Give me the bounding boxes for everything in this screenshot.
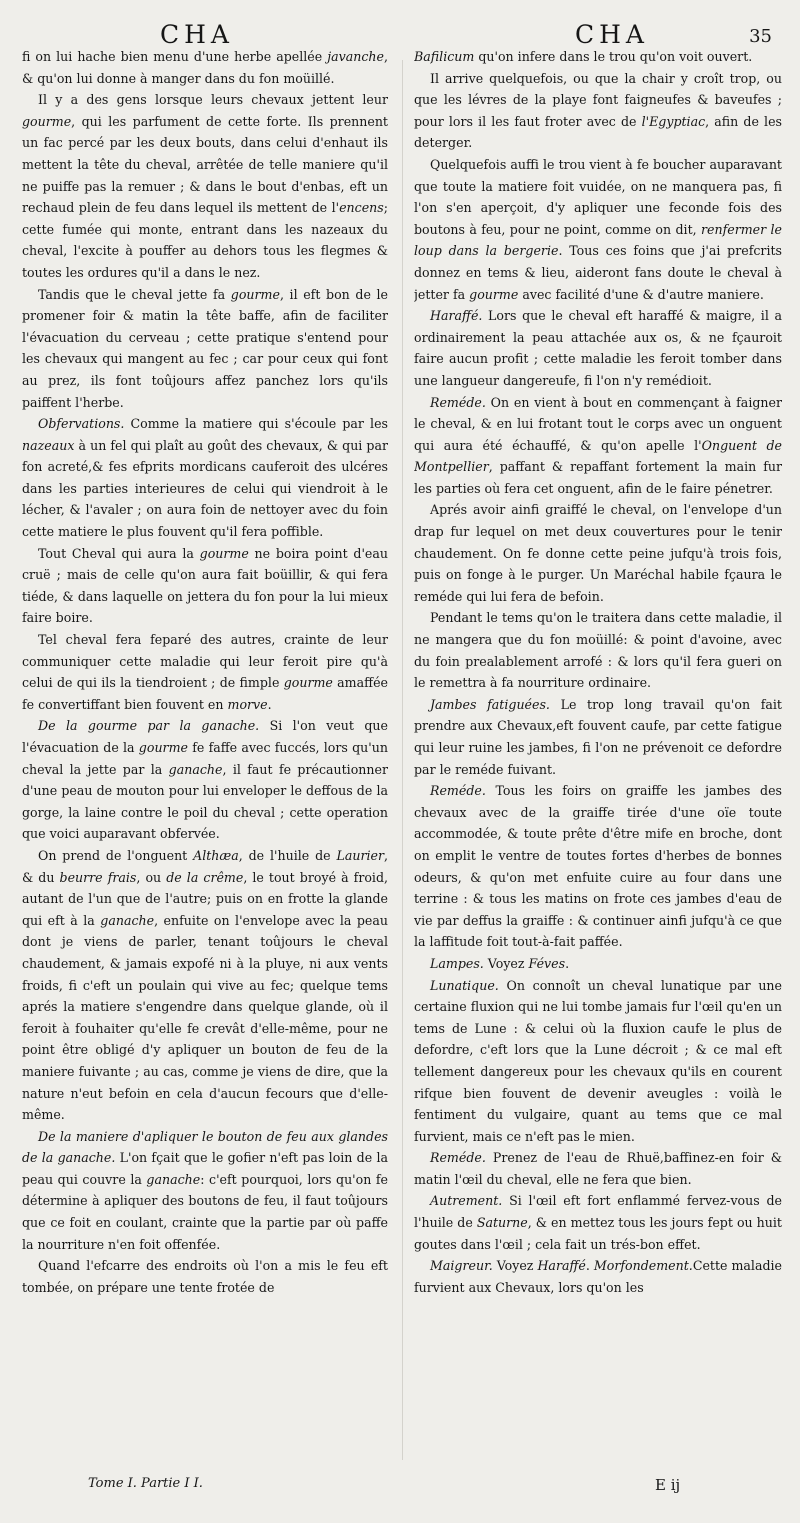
paragraph (414, 68, 782, 154)
text-run: Cette maladie furvient aux Chevaux, lors qu'on les (414, 1258, 782, 1295)
italic-run: Lampes. (430, 955, 484, 971)
italic-run: Lunatique. (430, 977, 499, 993)
italic-run: nazeaux (22, 437, 75, 453)
paragraph (22, 715, 388, 845)
text-run: Voyez (492, 1258, 538, 1274)
text-run: , qui les parfument de cette forte. Ils prennent un fac percé par les deux bouts, dans celui d'enhaut ils mettent la tête du cheval, arrêtée de telle maniere qu'il ne puiffe pas la remuer ; & dans le bout d'enbas, eft un rechaud plein de feu dans lequel ils mettent de l' (22, 113, 388, 216)
paragraph (414, 975, 782, 1148)
italic-run: gourme (138, 740, 188, 755)
paragraph (22, 1126, 388, 1256)
text-run: Tandis que le cheval jette fa (38, 286, 231, 302)
paragraph (414, 780, 782, 953)
paragraph (22, 284, 388, 414)
text-run: avec facilité d'une & d'autre maniere. (518, 286, 764, 302)
text-run: , & qu'on lui donne à manger dans du fon moüillé. (22, 49, 388, 86)
text-run: fe faffe avec fuccés, lors qu'un cheval la jette par la (22, 740, 388, 777)
text-run: , paffant & repaffant fortement la main fur les parties où fera cet onguent, afin de le faire pénetrer. (414, 459, 782, 496)
text-run: , ou (136, 869, 167, 885)
italic-run: Althæa (193, 847, 239, 863)
paragraph (414, 46, 782, 68)
paragraph (22, 46, 388, 89)
italic-run: Reméde. (430, 1150, 486, 1166)
italic-run: morve (227, 696, 268, 712)
text-run: Comme la matiere qui s'écoule par les (124, 416, 388, 432)
italic-run: Saturne (476, 1215, 528, 1231)
italic-run: Jambes fatiguées. (430, 696, 550, 712)
paragraph (414, 607, 782, 693)
text-run: . (565, 955, 570, 971)
paragraph (414, 1147, 782, 1190)
text-run: , afin de les deterger. (414, 113, 782, 151)
text-run: Pendant le tems qu'on le traitera dans cette maladie, il ne mangera que du fon moüillé: & point d'avoine, avec du foin prealablement arrofé : & lors qu'il fera gueri on le remettra à fa nourriture ordinaire. (414, 610, 782, 691)
italic-run: encens (339, 200, 384, 216)
italic-run: javanche (327, 49, 384, 64)
paragraph (414, 392, 782, 500)
header-right-title: CHA (575, 20, 649, 49)
text-run: Il y a des gens lorsque leurs chevaux jettent leur (38, 92, 388, 108)
italic-run: gourme (230, 286, 280, 302)
text-run: On connoît un cheval lunatique par une certaine fluxion qui ne lui tombe jamais fur l'œil qu'en un tems de Lune : & celui où la fluxion caufe le plus de defordre, c'eft lors que la Lune décroit ; & ce mal eft tellement dangereux pour les chevaux qu'ils en courent rifque bien fouvent de devenir aveugles : voilà le fentiment du vulgaire, quant au tems que ce mal furvient, mais ce n'eft pas le mien. (414, 977, 782, 1144)
italic-run: gourme (469, 286, 519, 302)
paragraph (22, 413, 388, 543)
text-run: . (585, 1258, 594, 1274)
paragraph (414, 1190, 782, 1255)
text-run: On en vient à bout en commençant à faigner le cheval, & en lui frotant tout le corps avec un onguent qui aura été échauffé, & qu'on apelle l' (414, 394, 782, 453)
paragraph (414, 499, 782, 607)
text-run: amaffée fe convertiffant bien fouvent en (22, 675, 388, 712)
text-run: Si l'on veut que l'évacuation de la (22, 718, 388, 755)
italic-run: renfermer le loup dans la bergerie (414, 221, 782, 259)
text-run: Le trop long travail qu'on fait prendre aux Chevaux,eft fouvent caufe, par cette fatigue qui leur ruine les jambes, fi l'on ne prévenoit ce defordre par le reméde fuivant. (414, 696, 782, 777)
text-run: Il arrive quelquefois, ou que la chair y croît trop, ou que les lévres de la playe font faigneufes & baveufes ; pour lors il les faut froter avec de (414, 70, 782, 129)
paragraph (22, 845, 388, 1126)
italic-run: beurre frais (59, 869, 137, 885)
italic-run: De la gourme par la ganache. (38, 718, 260, 734)
paragraph (414, 305, 782, 391)
sheet-signature: E ij (655, 1476, 681, 1494)
text-run: , enfuite on l'envelope avec la peau dont je viens de parler, tenant toûjours le cheval chaudement, & jamais expofé ni à la pluye, ni aux vents froids, fi c'eft un poulain qui vive au fec; quelque tems aprés la matiere s'engendre dans quelque glande, où il feroit à fouhaiter qu'elle fe crevât d'elle-même, pour ne point être obligé d'y apliquer un bouton de feu de la maniere fuivante ; au cas, comme je viens de dire, que la nature n'eut befoin en cela d'aucun fecours que d'elle-même. (22, 912, 388, 1123)
italic-run: gourme (199, 545, 249, 561)
italic-run: De la maniere d'apliquer le bouton de feu aux glandes de la ganache. (22, 1128, 388, 1166)
text-run: : c'eft pourquoi, lors qu'on fe détermine à apliquer des boutons de feu, il faut toûjours que ce foit en coulant, crainte que la partie par où paffe la nourriture n'en foit offenfée. (22, 1171, 388, 1252)
text-run: ; cette fumée qui monte, entrant dans les nazeaux du cheval, l'excite à pouffer au dehors tous les flegmes & toutes les ordures qu'il a dans le nez. (22, 200, 388, 280)
text-run: , de l'huile de (238, 847, 337, 863)
text-run: Quelquefois auffi le trou vient à fe boucher auparavant que toute la matiere foit vuidée, on ne manquera pas, fi l'on s'en aperçoit, d'y apliquer une feconde fois des boutons à feu, pour ne point, comme on dit, (414, 156, 782, 237)
paragraph (414, 953, 782, 975)
text-run: . (267, 696, 272, 712)
paragraph (22, 629, 388, 715)
text-run: Prenez de l'eau de Rhuë,baffinez-en foir & matin l'œil du cheval, elle ne fera que bien. (414, 1150, 782, 1187)
page-number: 35 (749, 26, 772, 47)
italic-run: Laurier (336, 847, 384, 863)
text-run: fi on lui hache bien menu d'une herbe apellée (22, 49, 328, 64)
italic-run: Bafilicum (414, 49, 475, 64)
text-run: , il faut fe précautionner d'une peau de mouton pour lui enveloper le deffous de la gorge, la laine contre le poil du cheval ; cette operation que voici auparavant obfervée. (22, 761, 388, 842)
text-run: Tous les foirs on graiffe les jambes des chevaux avec de la graiffe tirée d'une oïe toute accommodée, & toute prête d'être mife en broche, dont on emplit le ventre de toutes fortes d'herbes de bonnes odeurs, & qu'on met enfuite cuire au four dans une terrine : & tous les matins on frote ces jambes d'eau de vie par deffus la graiffe : & continuer ainfi jufqu'à ce que la laffitude foit tout-à-fait paffée. (414, 783, 782, 950)
text-run: qu'on infere dans le trou qu'on voit ouvert. (474, 49, 753, 64)
page-footer (0, 1476, 800, 1506)
text-run: Aprés avoir ainfi graiffé le cheval, on l'envelope d'un drap fur lequel on met deux couvertures pour le tenir chaudement. On fe donne cette peine jufqu'à trois fois, puis on fonge à le purger. Un Maréchal habile fçaura le reméde qui lui fera de befoin. (414, 502, 782, 604)
text-run: , & en mettez tous les jours fept ou huit goutes dans l'œil ; cela fait un trés-bon effet. (414, 1215, 782, 1252)
italic-run: ganache (146, 1171, 201, 1187)
italic-run: Féves (528, 955, 566, 971)
text-run: Lors que le cheval eft haraffé & maigre, il a ordinairement la peau attachée aux os, & ne fçauroit faire aucun profit ; cette maladie les feroit tomber dans une langueur dangereufe, fi l'on n'y remédioit. (414, 308, 782, 388)
italic-run: ganache (100, 912, 155, 928)
text-run: Tout Cheval qui aura la (38, 545, 200, 561)
italic-run: Maigreur. (430, 1258, 493, 1274)
paragraph (414, 694, 782, 780)
paragraph (22, 543, 388, 629)
italic-run: Onguent de Montpellier (414, 437, 782, 475)
italic-run: Haraffé (537, 1258, 586, 1274)
text-run: . Tous ces foins que j'ai prefcrits donnez en tems & lieu, aideront fans doute le cheval à jetter fa (414, 243, 782, 302)
paragraph (22, 1255, 388, 1298)
text-run: Tel cheval fera feparé des autres, crainte de leur communiquer cette maladie qui leur feroit pire qu'à celui de qui ils la tiendroient ; de fimple (22, 632, 388, 691)
text-run: On prend de l'onguent (38, 847, 194, 863)
paragraph (414, 1255, 782, 1298)
italic-run: de la crême (166, 869, 244, 885)
italic-run: ganache (168, 761, 223, 777)
text-run: L'on fçait que le gofier n'eft pas loin de la peau qui couvre la (22, 1150, 388, 1187)
italic-run: Obfervations. (38, 416, 125, 432)
italic-run: gourme (22, 113, 72, 129)
paragraph (414, 154, 782, 305)
text-run: Quand l'efcarre des endroits où l'on a mis le feu eft tombée, on prépare une tente frotée de (22, 1258, 388, 1295)
column-gutter (402, 60, 403, 1460)
italic-run: Reméde. (430, 394, 486, 410)
italic-run: Haraffé. (430, 308, 483, 324)
italic-run: Morfondement. (593, 1258, 693, 1274)
right-column (414, 46, 782, 1466)
paragraph (22, 89, 388, 283)
italic-run: gourme (283, 675, 333, 691)
header-left-title: CHA (160, 20, 234, 49)
text-run: , il eft bon de le promener foir & matin la tête baffe, afin de faciliter l'évacuation du cerveau ; cette pratique s'entend pour les chevaux qui mangent au fec ; car pour ceux qui font au prez, ils font toûjours affez panchez lors qu'ils paiffent l'herbe. (22, 286, 388, 410)
volume-signature: Tome I. Partie I I. (88, 1476, 203, 1491)
text-run: Si l'œil eft fort enflammé fervez-vous de l'huile de (414, 1193, 782, 1231)
left-column (22, 46, 388, 1466)
text-run: , le tout broyé à froid, autant de l'un que de l'autre; puis on en frotte la glande qui eft à la (22, 869, 388, 928)
text-run: ne boira point d'eau cruë ; mais de celle qu'on aura fait boüillir, & qui fera tiéde, & dans laquelle on jettera du fon pour la lui mieux faire boire. (22, 545, 388, 626)
italic-run: Autrement. (430, 1193, 503, 1209)
text-run: Voyez (483, 955, 529, 971)
italic-run: l'Egyptiac (641, 113, 706, 129)
italic-run: Reméde. (430, 783, 486, 799)
text-run: à un fel qui plaît au goût des chevaux, & qui par fon acreté,& fes efprits mordicans cauferoit des ulcéres dans les parties interieures de celui qui viendroit à le lécher, & l'avaler ; on aura foin de nettoyer avec du foin cette matiere le plus fouvent qu'il fera poffible. (22, 437, 388, 540)
text-run: , & du (22, 847, 388, 885)
